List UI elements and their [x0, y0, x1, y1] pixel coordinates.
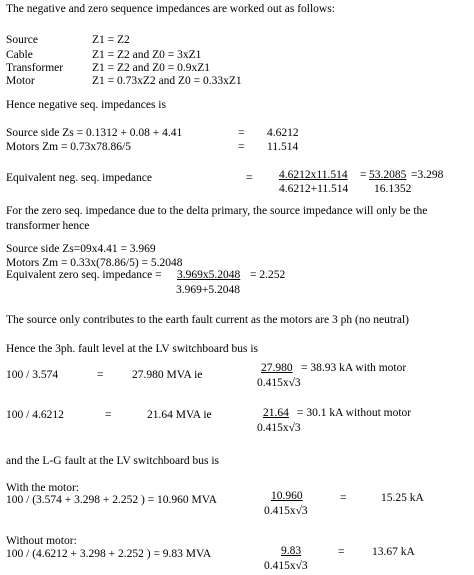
- neg-motors-value: 11.514: [267, 141, 299, 153]
- lg-without-result: 13.67 kA: [372, 546, 415, 558]
- zero-equiv-denominator: 3.969+5.2048: [176, 284, 240, 296]
- lg-with-numerator: 10.960: [271, 490, 303, 502]
- neg-equiv-denominator: 4.6212+11.514: [279, 183, 349, 195]
- lg-without-equals: =: [338, 546, 345, 558]
- zero-motors-line: Motors Zm = 0.33x(78.86/5) = 5.2048: [6, 257, 183, 269]
- earth-fault-note: The source only contributes to the earth fault current as the motors are 3 ph (no neutral): [6, 314, 409, 326]
- neg-source-value: 4.6212: [267, 127, 299, 139]
- component-name-source: Source: [6, 34, 38, 46]
- zero-equiv-numerator: 3.969x5.2048: [177, 269, 241, 281]
- neg-motors-label: Motors Zm = 0.73x78.86/5: [6, 141, 132, 153]
- fault-heading: Hence the 3ph. fault level at the LV switchboard bus is: [6, 343, 258, 355]
- neg-equiv-result: =3.298: [411, 169, 444, 181]
- fault-with-expr: 100 / 3.574: [6, 369, 59, 381]
- lg-with-result: 15.25 kA: [381, 492, 424, 504]
- component-value-source: Z1 = Z2: [92, 34, 130, 46]
- zero-equiv-result: = 2.252: [250, 269, 286, 281]
- lg-with-equals: =: [340, 492, 347, 504]
- neg-equiv-equals: =: [246, 172, 253, 184]
- fault-with-numerator: 27.980: [261, 362, 293, 374]
- component-name-motor: Motor: [6, 75, 35, 87]
- fault-without-numerator: 21.64: [263, 407, 289, 419]
- neg-source-label: Source side Zs = 0.1312 + 0.08 + 4.41: [6, 127, 183, 139]
- fault-without-mva: 21.64 MVA ie: [147, 409, 212, 421]
- lg-without-heading: Without motor:: [6, 535, 77, 547]
- component-value-transformer: Z1 = Z2 and Z0 = 0.9xZ1: [92, 62, 211, 74]
- lg-with-expr: 100 / (3.574 + 3.298 + 2.252 ) = 10.960 MVA: [6, 494, 217, 506]
- lg-without-expr: 100 / (4.6212 + 3.298 + 2.252 ) = 9.83 MVA: [6, 548, 212, 560]
- zero-source-line: Source side Zs=09x4.41 = 3.969: [6, 243, 156, 255]
- neg-equiv-numerator-2: 53.2085: [369, 169, 407, 181]
- zero-seq-note-line-1: For the zero seq. impedance due to the delta primary, the source impedance will only be the: [6, 205, 428, 217]
- fault-without-denominator: 0.415x√3: [257, 422, 301, 434]
- fault-without-equals: =: [105, 409, 112, 421]
- lg-with-denominator: 0.415x√3: [264, 505, 308, 517]
- neg-equiv-equals-2: =: [360, 169, 367, 181]
- neg-seq-heading: Hence negative seq. impedances is: [6, 99, 166, 111]
- lg-with-heading: With the motor:: [6, 482, 79, 494]
- zero-equiv-label: Equivalent zero seq. impedance =: [6, 269, 162, 281]
- lg-without-denominator: 0.415x√3: [264, 560, 308, 572]
- neg-equiv-numerator: 4.6212x11.514: [279, 169, 348, 181]
- neg-equiv-label: Equivalent neg. seq. impedance: [6, 172, 152, 184]
- fault-with-equals: =: [97, 369, 104, 381]
- lg-heading: and the L-G fault at the LV switchboard bus is: [6, 455, 220, 467]
- fault-without-result: = 30.1 kA without motor: [297, 407, 412, 419]
- component-name-cable: Cable: [6, 49, 33, 61]
- lg-without-numerator: 9.83: [281, 545, 302, 557]
- zero-seq-note-line-2: transformer hence: [6, 220, 90, 232]
- fault-without-expr: 100 / 4.6212: [6, 409, 64, 421]
- neg-equiv-denominator-2: 16.1352: [374, 183, 412, 195]
- neg-source-equals: =: [238, 127, 245, 139]
- component-value-cable: Z1 = Z2 and Z0 = 3xZ1: [92, 49, 202, 61]
- component-value-motor: Z1 = 0.73xZ2 and Z0 = 0.33xZ1: [92, 75, 242, 87]
- component-name-transformer: Transformer: [6, 62, 64, 74]
- fault-with-denominator: 0.415x√3: [257, 377, 301, 389]
- neg-motors-equals: =: [238, 141, 245, 153]
- fault-with-mva: 27.980 MVA ie: [132, 369, 203, 381]
- intro-text: The negative and zero sequence impedances are worked out as follows:: [6, 3, 335, 15]
- fault-with-result: = 38.93 kA with motor: [301, 362, 407, 374]
